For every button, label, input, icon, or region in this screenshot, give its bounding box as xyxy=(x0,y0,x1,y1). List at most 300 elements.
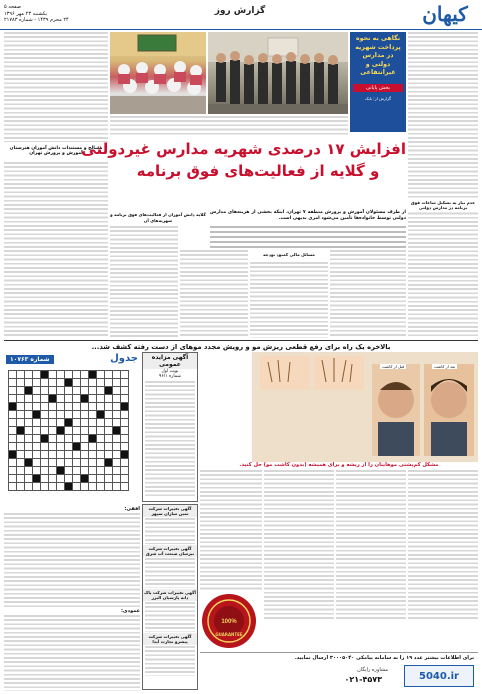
section-title: گزارش روز xyxy=(214,6,266,16)
auction-sub: نوبت اول xyxy=(161,369,179,374)
left-column-text-2 xyxy=(4,162,108,338)
crossword-cell[interactable] xyxy=(113,411,121,419)
sms-strip xyxy=(200,652,478,690)
teaser-byline: گزارش از: بابک xyxy=(365,95,391,101)
crossword-cell[interactable] xyxy=(17,427,25,435)
crossword-cell[interactable] xyxy=(81,435,89,443)
crossword-cell[interactable] xyxy=(25,467,33,475)
hair-ad-headline: بالاخره یک راه برای رفع قطعی ریزش مو و رویش مجدد موهای از دست رفته کشف شد... xyxy=(91,343,391,351)
crossword-cell[interactable] xyxy=(25,403,33,411)
crossword-cell[interactable] xyxy=(105,443,113,451)
headline-line-2: و گلایه از فعالیت‌های فوق برنامه xyxy=(136,162,380,180)
crossword-cell[interactable] xyxy=(73,451,81,459)
crossword-cell[interactable] xyxy=(41,443,49,451)
crossword-cell[interactable] xyxy=(73,395,81,403)
crossword-cell[interactable] xyxy=(49,483,57,491)
crossword-cell[interactable] xyxy=(65,419,73,427)
crossword-cell[interactable] xyxy=(33,467,41,475)
subhead-tehran: آموزش و پرورش تهران xyxy=(29,151,83,156)
crossword-cell[interactable] xyxy=(33,451,41,459)
crossword-cell[interactable] xyxy=(89,411,97,419)
crossword-cell[interactable] xyxy=(73,371,81,379)
crossword-cell[interactable] xyxy=(97,459,105,467)
sms-line: برای اطلاعات بیشتر عدد ۱۹ را به سامانه پیامکی ۳۰۰۰۵۰۴۰ ارسال نمایید. xyxy=(294,655,474,661)
crossword-cell[interactable] xyxy=(81,403,89,411)
crossword-cell[interactable] xyxy=(41,403,49,411)
crossword-cell[interactable] xyxy=(81,395,89,403)
auction-no: شماره ۹۶/۱ xyxy=(159,374,181,379)
crossword-cell[interactable] xyxy=(121,435,129,443)
auction-title: آگهی مزایده عمومی xyxy=(143,353,197,369)
teaser-title: نگاهی به نحوه پرداخت شهریه در مدارس دولتی و غیرانتفاعی xyxy=(355,35,401,77)
crossword-cell[interactable] xyxy=(57,419,65,427)
crossword-cell[interactable] xyxy=(105,395,113,403)
crossword-cell[interactable] xyxy=(105,419,113,427)
lead-text: از طرف مسئولان آموزش و پرورش منطقه ۷ تهران، اینکه بخشی از هزینه‌های مدارس دولتی توسط خانواده‌ها تأمین می‌شود امری بدیهی است. xyxy=(210,210,406,221)
crossword-cell[interactable] xyxy=(41,411,49,419)
crossword-cell[interactable] xyxy=(25,451,33,459)
page-info xyxy=(4,4,114,24)
crossword-cell[interactable] xyxy=(49,395,57,403)
crossword-cell[interactable] xyxy=(105,403,113,411)
crossword-cell[interactable] xyxy=(121,371,129,379)
classroom-illustration xyxy=(110,32,206,114)
crossword-cell[interactable] xyxy=(65,443,73,451)
crossword-cell[interactable] xyxy=(97,403,105,411)
crossword-cell[interactable] xyxy=(41,387,49,395)
subhead-no-need xyxy=(408,200,478,210)
hair-ad-sub: مشکل کم‌پشتی موهایتان را از ریشه و برای همیشه (بدون کاشت مو) حل کنید. xyxy=(239,462,439,468)
subhead-2: مسائل مالی کمبود بودجه xyxy=(263,252,315,257)
hair-ad-text-1 xyxy=(408,470,478,620)
crossword-cell[interactable] xyxy=(41,451,49,459)
crossword-cell[interactable] xyxy=(41,435,49,443)
crossword-cell[interactable] xyxy=(113,475,121,483)
crossword-cell[interactable] xyxy=(81,427,89,435)
crossword-cell[interactable] xyxy=(17,419,25,427)
crossword-cell[interactable] xyxy=(97,411,105,419)
crossword-cell[interactable] xyxy=(89,459,97,467)
crossword-cell[interactable] xyxy=(81,419,89,427)
crossword-cell[interactable] xyxy=(81,451,89,459)
crossword-cell[interactable] xyxy=(113,395,121,403)
crossword-cell[interactable] xyxy=(73,483,81,491)
crossword-cell[interactable] xyxy=(113,371,121,379)
crossword-cell[interactable] xyxy=(49,435,57,443)
crossword-cell[interactable] xyxy=(9,403,17,411)
crossword-cell[interactable] xyxy=(105,411,113,419)
crossword-cell[interactable] xyxy=(17,371,25,379)
subhead-1: عدم نیاز به تشکیل ساعات فوق برنامه در مدارس دولتی xyxy=(410,200,476,210)
queue-illustration xyxy=(208,32,348,114)
crossword-cell[interactable] xyxy=(49,443,57,451)
crossword-cell[interactable] xyxy=(17,451,25,459)
crossword-cell[interactable] xyxy=(89,483,97,491)
notice-5-body xyxy=(145,646,195,676)
crossword-cell[interactable] xyxy=(25,411,33,419)
crossword-cell[interactable] xyxy=(89,467,97,475)
crossword-cell[interactable] xyxy=(97,435,105,443)
crossword-cell[interactable] xyxy=(17,467,25,475)
crossword-cell[interactable] xyxy=(81,379,89,387)
crossword-cell[interactable] xyxy=(81,371,89,379)
crossword-cell[interactable] xyxy=(49,427,57,435)
crossword-cell[interactable] xyxy=(49,411,57,419)
crossword-cell[interactable] xyxy=(113,451,121,459)
headline-block xyxy=(81,138,406,208)
crossword-cell[interactable] xyxy=(113,387,121,395)
crossword-cell[interactable] xyxy=(81,387,89,395)
crossword-cell[interactable] xyxy=(65,395,73,403)
crossword-cell[interactable] xyxy=(81,411,89,419)
subhead-budget xyxy=(250,252,328,257)
crossword-cell[interactable] xyxy=(89,443,97,451)
crossword-cell[interactable] xyxy=(121,467,129,475)
crossword-cell[interactable] xyxy=(41,459,49,467)
crossword-cell[interactable] xyxy=(9,467,17,475)
crossword-cell[interactable] xyxy=(65,411,73,419)
crossword-cell[interactable] xyxy=(81,459,89,467)
notices-block xyxy=(142,504,198,690)
subhead-hanarestan: مصالح و مستندات دانش آموزان هنرستان xyxy=(9,146,103,151)
notice-2-title: آگهی تغییرات شرکت ثمین سازان سپهر xyxy=(143,505,197,517)
crossword xyxy=(4,352,140,690)
crossword-cell[interactable] xyxy=(57,395,65,403)
crossword-cell[interactable] xyxy=(9,419,17,427)
crossword-cell[interactable] xyxy=(105,459,113,467)
crossword-cell[interactable] xyxy=(9,411,17,419)
crossword-cell[interactable] xyxy=(33,379,41,387)
crossword-cell[interactable] xyxy=(49,379,57,387)
crossword-cell[interactable] xyxy=(9,387,17,395)
crossword-cell[interactable] xyxy=(57,411,65,419)
crossword-cell[interactable] xyxy=(65,427,73,435)
crossword-cell[interactable] xyxy=(105,451,113,459)
crossword-cell[interactable] xyxy=(81,467,89,475)
crossword-number: شماره ۱۰۷۶۳ xyxy=(6,355,54,364)
crossword-cell[interactable] xyxy=(65,451,73,459)
crossword-cell[interactable] xyxy=(25,371,33,379)
auction-notice xyxy=(142,352,198,502)
crossword-cell[interactable] xyxy=(49,371,57,379)
crossword-cell[interactable] xyxy=(73,435,81,443)
crossword-cell[interactable] xyxy=(57,427,65,435)
body-col-d xyxy=(110,226,178,338)
crossword-cell[interactable] xyxy=(33,435,41,443)
crossword-header xyxy=(4,352,140,368)
crossword-cell[interactable] xyxy=(113,435,121,443)
crossword-cell[interactable] xyxy=(97,451,105,459)
article-lead xyxy=(210,210,406,222)
crossword-grid[interactable] xyxy=(8,370,129,491)
crossword-cell[interactable] xyxy=(105,475,113,483)
crossword-cell[interactable] xyxy=(73,467,81,475)
crossword-cell[interactable] xyxy=(9,483,17,491)
crossword-cell[interactable] xyxy=(121,459,129,467)
crossword-cell[interactable] xyxy=(41,371,49,379)
crossword-cell[interactable] xyxy=(33,395,41,403)
crossword-cell[interactable] xyxy=(9,395,17,403)
crossword-cell[interactable] xyxy=(113,427,121,435)
crossword-cell[interactable] xyxy=(25,435,33,443)
crossword-cell[interactable] xyxy=(33,475,41,483)
crossword-cell[interactable] xyxy=(113,403,121,411)
crossword-cell[interactable] xyxy=(105,435,113,443)
crossword-cell[interactable] xyxy=(65,379,73,387)
crossword-cell[interactable] xyxy=(17,475,25,483)
crossword-cell[interactable] xyxy=(73,459,81,467)
crossword-cell[interactable] xyxy=(89,475,97,483)
crossword-cell[interactable] xyxy=(65,475,73,483)
crossword-cell[interactable] xyxy=(113,419,121,427)
crossword-cell[interactable] xyxy=(97,475,105,483)
photo-classroom xyxy=(110,32,206,114)
crossword-cell[interactable] xyxy=(9,443,17,451)
guarantee-badge xyxy=(200,592,258,650)
crossword-cell[interactable] xyxy=(9,475,17,483)
crossword-cell[interactable] xyxy=(105,379,113,387)
crossword-cell[interactable] xyxy=(73,427,81,435)
crossword-cell[interactable] xyxy=(97,371,105,379)
crossword-cell[interactable] xyxy=(89,379,97,387)
crossword-cell[interactable] xyxy=(89,387,97,395)
notice-3-title: آگهی تغییرات شرکت تیرسان صنعت آب شرق xyxy=(143,545,197,557)
crossword-cell[interactable] xyxy=(25,387,33,395)
crossword-cell[interactable] xyxy=(17,395,25,403)
crossword-cell[interactable] xyxy=(33,427,41,435)
crossword-cell[interactable] xyxy=(73,387,81,395)
crossword-cell[interactable] xyxy=(49,419,57,427)
site-logo xyxy=(404,665,474,687)
crossword-cell[interactable] xyxy=(89,435,97,443)
crossword-cell[interactable] xyxy=(105,387,113,395)
crossword-cell[interactable] xyxy=(33,483,41,491)
crossword-cell[interactable] xyxy=(33,411,41,419)
crossword-cell[interactable] xyxy=(89,395,97,403)
crossword-cell[interactable] xyxy=(65,387,73,395)
crossword-cell[interactable] xyxy=(105,467,113,475)
crossword-cell[interactable] xyxy=(57,451,65,459)
body-col-a xyxy=(330,250,406,338)
crossword-cell[interactable] xyxy=(121,475,129,483)
photo-queue xyxy=(208,32,348,114)
crossword-cell[interactable] xyxy=(49,467,57,475)
crossword-cell[interactable] xyxy=(17,411,25,419)
notice-4-body xyxy=(145,602,195,632)
crossword-cell[interactable] xyxy=(65,371,73,379)
crossword-cell[interactable] xyxy=(97,395,105,403)
masthead-title: کیهان xyxy=(422,2,468,26)
crossword-cell[interactable] xyxy=(89,371,97,379)
crossword-cell[interactable] xyxy=(17,387,25,395)
crossword-cell[interactable] xyxy=(97,467,105,475)
down-clues xyxy=(4,608,140,691)
crossword-cell[interactable] xyxy=(25,379,33,387)
crossword-cell[interactable] xyxy=(41,395,49,403)
crossword-cell[interactable] xyxy=(113,443,121,451)
crossword-cell[interactable] xyxy=(65,483,73,491)
crossword-cell[interactable] xyxy=(33,387,41,395)
crossword-cell[interactable] xyxy=(121,387,129,395)
label-before: قبل از کاشت xyxy=(382,364,405,369)
label-after: بعد از کاشت xyxy=(434,364,456,369)
crossword-cell[interactable] xyxy=(41,475,49,483)
crossword-cell[interactable] xyxy=(49,403,57,411)
crossword-cell[interactable] xyxy=(65,403,73,411)
crossword-cell[interactable] xyxy=(73,403,81,411)
crossword-cell[interactable] xyxy=(121,395,129,403)
crossword-cell[interactable] xyxy=(25,459,33,467)
hair-ad-text-2 xyxy=(336,470,406,620)
crossword-cell[interactable] xyxy=(57,483,65,491)
crossword-cell[interactable] xyxy=(121,379,129,387)
crossword-cell[interactable] xyxy=(89,427,97,435)
crossword-cell[interactable] xyxy=(121,443,129,451)
crossword-cell[interactable] xyxy=(9,371,17,379)
crossword-cell[interactable] xyxy=(121,411,129,419)
crossword-cell[interactable] xyxy=(97,379,105,387)
crossword-cell[interactable] xyxy=(25,419,33,427)
crossword-title: جدول xyxy=(110,353,138,364)
crossword-cell[interactable] xyxy=(97,419,105,427)
crossword-cell[interactable] xyxy=(105,427,113,435)
crossword-cell[interactable] xyxy=(65,459,73,467)
crossword-cell[interactable] xyxy=(41,427,49,435)
crossword-cell[interactable] xyxy=(65,435,73,443)
crossword-cell[interactable] xyxy=(25,443,33,451)
issue-line: ۲۴ محرم ۱۴۳۹ - شماره ۲۱۷۸۳ xyxy=(4,17,69,23)
teaser-tag: بخش پایانی xyxy=(353,84,403,92)
notice-3-body xyxy=(145,558,195,588)
consult-label: مشاوره رایگان xyxy=(357,667,388,673)
crossword-cell[interactable] xyxy=(17,403,25,411)
crossword-cell[interactable] xyxy=(97,483,105,491)
crossword-cell[interactable] xyxy=(57,387,65,395)
masthead-logo xyxy=(414,1,476,27)
crossword-cell[interactable] xyxy=(33,419,41,427)
crossword-cell[interactable] xyxy=(49,475,57,483)
crossword-cell[interactable] xyxy=(89,451,97,459)
crossword-cell[interactable] xyxy=(73,475,81,483)
crossword-cell[interactable] xyxy=(57,379,65,387)
crossword-cell[interactable] xyxy=(81,483,89,491)
crossword-cell[interactable] xyxy=(33,403,41,411)
crossword-cell[interactable] xyxy=(17,435,25,443)
crossword-cell[interactable] xyxy=(97,443,105,451)
crossword-cell[interactable] xyxy=(121,483,129,491)
crossword-cell[interactable] xyxy=(25,483,33,491)
crossword-cell[interactable] xyxy=(97,427,105,435)
notice-5-title: آگهی تغییرات شرکت پیشرو تجارت آیدا xyxy=(143,633,197,645)
crossword-cell[interactable] xyxy=(121,451,129,459)
crossword-cell[interactable] xyxy=(73,379,81,387)
crossword-cell[interactable] xyxy=(49,387,57,395)
crossword-cell[interactable] xyxy=(33,371,41,379)
across-title: افقی: xyxy=(124,506,140,512)
date-line: یکشنبه ۲۳ مهر ۱۳۹۶ xyxy=(4,10,47,17)
crossword-cell[interactable] xyxy=(113,467,121,475)
subhead-3: گلایه دانش آموزان از فعالیت‌های فوق برنامه و شهریه‌های آن xyxy=(110,212,206,223)
crossword-cell[interactable] xyxy=(49,459,57,467)
crossword-cell[interactable] xyxy=(33,459,41,467)
crossword-cell[interactable] xyxy=(9,459,17,467)
crossword-cell[interactable] xyxy=(57,371,65,379)
photo-caption-text xyxy=(110,116,348,136)
crossword-cell[interactable] xyxy=(41,379,49,387)
crossword-cell[interactable] xyxy=(105,371,113,379)
headline-line-1: افزایش ۱۷ درصدی شهریه مدارس غیردولتی xyxy=(81,140,406,158)
crossword-cell[interactable] xyxy=(81,475,89,483)
across-clues xyxy=(4,506,140,609)
hair-ad-text-4 xyxy=(200,470,262,590)
down-clue-text xyxy=(4,615,140,691)
phone-number: ۰۲۱-۴۵۷۳ xyxy=(344,675,382,684)
crossword-cell[interactable] xyxy=(57,403,65,411)
crossword-cell[interactable] xyxy=(41,419,49,427)
guarantee-text: GUARANTEE xyxy=(215,632,243,637)
crossword-cell[interactable] xyxy=(89,403,97,411)
crossword-cell[interactable] xyxy=(57,435,65,443)
across-clue-text xyxy=(4,513,140,609)
article-divider xyxy=(4,340,478,341)
crossword-cell[interactable] xyxy=(121,403,129,411)
guarantee-seal-icon xyxy=(200,592,258,650)
teaser-box xyxy=(350,32,406,132)
crossword-cell[interactable] xyxy=(33,443,41,451)
left-column-text xyxy=(4,32,108,142)
crossword-cell[interactable] xyxy=(73,411,81,419)
body-col-b xyxy=(250,262,328,338)
crossword-cell[interactable] xyxy=(97,387,105,395)
crossword-cell[interactable] xyxy=(9,427,17,435)
crossword-cell[interactable] xyxy=(57,467,65,475)
crossword-cell[interactable] xyxy=(49,451,57,459)
crossword-cell[interactable] xyxy=(17,459,25,467)
crossword-cell[interactable] xyxy=(17,483,25,491)
crossword-cell[interactable] xyxy=(41,483,49,491)
crossword-cell[interactable] xyxy=(121,427,129,435)
crossword-cell[interactable] xyxy=(25,475,33,483)
auction-body xyxy=(145,381,195,497)
page-number: صفحه ۵ xyxy=(4,4,21,10)
crossword-cell[interactable] xyxy=(65,467,73,475)
crossword-cell[interactable] xyxy=(9,379,17,387)
masthead-bar xyxy=(0,0,482,30)
crossword-cell[interactable] xyxy=(73,443,81,451)
lead-cont xyxy=(210,226,406,248)
crossword-cell[interactable] xyxy=(9,451,17,459)
crossword-cell[interactable] xyxy=(81,443,89,451)
crossword-cell[interactable] xyxy=(121,419,129,427)
subhead-complaints xyxy=(110,212,206,223)
crossword-cell[interactable] xyxy=(17,443,25,451)
crossword-cell[interactable] xyxy=(57,475,65,483)
crossword-cell[interactable] xyxy=(25,395,33,403)
crossword-cell[interactable] xyxy=(105,483,113,491)
crossword-cell[interactable] xyxy=(9,435,17,443)
crossword-cell[interactable] xyxy=(113,379,121,387)
crossword-cell[interactable] xyxy=(41,467,49,475)
body-col-c xyxy=(180,250,248,338)
crossword-cell[interactable] xyxy=(73,419,81,427)
crossword-cell[interactable] xyxy=(113,483,121,491)
crossword-cell[interactable] xyxy=(57,459,65,467)
crossword-cell[interactable] xyxy=(113,459,121,467)
crossword-cell[interactable] xyxy=(57,443,65,451)
crossword-cell[interactable] xyxy=(89,419,97,427)
crossword-cell[interactable] xyxy=(17,379,25,387)
crossword-cell[interactable] xyxy=(25,427,33,435)
